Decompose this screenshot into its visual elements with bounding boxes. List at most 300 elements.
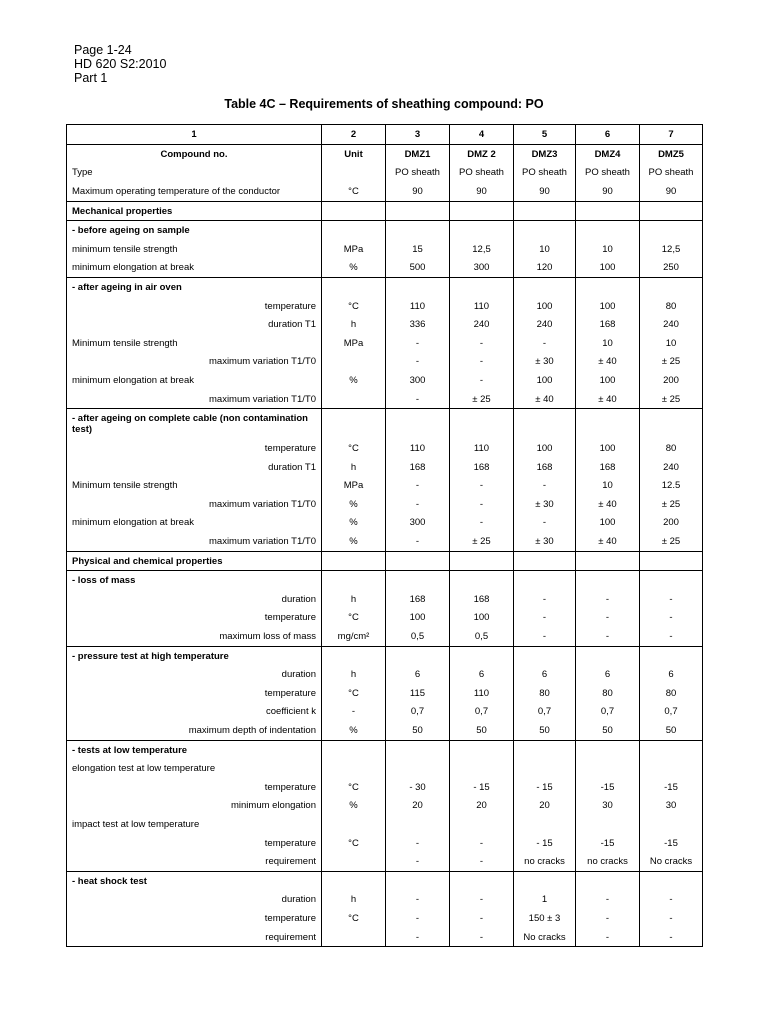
column-number: 7 <box>640 125 703 145</box>
table-row <box>67 609 703 628</box>
value-cell <box>386 815 450 834</box>
value-cell <box>640 815 703 834</box>
unit-cell: Unit <box>322 145 386 164</box>
unit-cell: °C <box>322 182 386 201</box>
value-cell <box>576 646 640 665</box>
unit-cell <box>322 201 386 221</box>
value-cell: 0,7 <box>386 703 450 722</box>
value-cell: - <box>514 609 576 628</box>
value-cell: - <box>450 852 514 871</box>
value-cell: 100 <box>514 371 576 390</box>
value-cell: - 30 <box>386 778 450 797</box>
value-cell: - <box>514 590 576 609</box>
table-row <box>67 627 703 646</box>
value-cell: - 15 <box>514 834 576 853</box>
table-row <box>67 928 703 947</box>
page-number: Page 1-24 <box>74 43 132 57</box>
value-cell: 0,7 <box>640 703 703 722</box>
section-header-row <box>67 221 703 240</box>
value-cell <box>576 409 640 440</box>
value-cell: 10 <box>576 240 640 259</box>
row-label: Compound no. <box>67 145 322 164</box>
value-cell <box>514 571 576 590</box>
unit-cell <box>322 278 386 297</box>
table-row <box>67 514 703 533</box>
row-label: Maximum operating temperature of the conductor <box>67 182 322 201</box>
unit-cell: - <box>322 703 386 722</box>
value-cell: 6 <box>514 665 576 684</box>
row-label: coefficient k <box>67 703 322 722</box>
section-header-row <box>67 551 703 571</box>
value-cell <box>640 871 703 890</box>
value-cell: -15 <box>576 778 640 797</box>
value-cell: 300 <box>386 371 450 390</box>
value-cell: - <box>386 852 450 871</box>
unit-cell <box>322 164 386 183</box>
value-cell: 115 <box>386 684 450 703</box>
value-cell <box>576 551 640 571</box>
value-cell: - <box>450 834 514 853</box>
value-cell: 20 <box>450 797 514 816</box>
table-row <box>67 759 703 778</box>
unit-cell <box>322 871 386 890</box>
table-row <box>67 390 703 409</box>
unit-cell <box>322 928 386 947</box>
unit-cell: % <box>322 371 386 390</box>
requirements-table <box>66 124 703 947</box>
row-label: maximum depth of indentation <box>67 721 322 740</box>
unit-cell <box>322 353 386 372</box>
table-row <box>67 665 703 684</box>
value-cell: - <box>640 609 703 628</box>
value-cell: -15 <box>640 778 703 797</box>
value-cell: - <box>640 627 703 646</box>
table-row <box>67 240 703 259</box>
column-number: 3 <box>386 125 450 145</box>
value-cell <box>386 221 450 240</box>
row-label: minimum elongation at break <box>67 371 322 390</box>
table-row <box>67 891 703 910</box>
value-cell: - <box>386 909 450 928</box>
unit-cell: h <box>322 315 386 334</box>
row-label: temperature <box>67 297 322 316</box>
value-cell: ± 40 <box>576 532 640 551</box>
value-cell: no cracks <box>514 852 576 871</box>
value-cell: - <box>576 928 640 947</box>
row-label: duration T1 <box>67 458 322 477</box>
value-cell: 50 <box>386 721 450 740</box>
row-label: maximum variation T1/T0 <box>67 532 322 551</box>
row-label: impact test at low temperature <box>67 815 322 834</box>
standard-reference: HD 620 S2:2010 <box>74 57 167 71</box>
value-cell: - <box>576 627 640 646</box>
table-row <box>67 477 703 496</box>
unit-cell: h <box>322 458 386 477</box>
table-row <box>67 590 703 609</box>
row-label: duration <box>67 665 322 684</box>
table-row <box>67 721 703 740</box>
table-row <box>67 834 703 853</box>
row-label: minimum elongation <box>67 797 322 816</box>
unit-cell <box>322 571 386 590</box>
value-cell: - <box>386 390 450 409</box>
value-cell: 240 <box>514 315 576 334</box>
value-cell: 100 <box>450 609 514 628</box>
unit-cell: °C <box>322 778 386 797</box>
row-label: - pressure test at high temperature <box>67 646 322 665</box>
row-label: maximum variation T1/T0 <box>67 390 322 409</box>
value-cell: 168 <box>450 458 514 477</box>
unit-cell: MPa <box>322 477 386 496</box>
value-cell <box>386 551 450 571</box>
section-header-row <box>67 871 703 890</box>
row-label: temperature <box>67 684 322 703</box>
value-cell <box>514 551 576 571</box>
value-cell: 120 <box>514 259 576 278</box>
value-cell: 240 <box>640 458 703 477</box>
unit-cell: h <box>322 665 386 684</box>
value-cell: 168 <box>386 590 450 609</box>
row-label: - before ageing on sample <box>67 221 322 240</box>
value-cell: 110 <box>450 684 514 703</box>
unit-cell <box>322 221 386 240</box>
table-row <box>67 815 703 834</box>
value-cell: - <box>514 514 576 533</box>
value-cell: No cracks <box>514 928 576 947</box>
value-cell: ± 25 <box>640 495 703 514</box>
section-header-row <box>67 201 703 221</box>
unit-cell: °C <box>322 609 386 628</box>
value-cell <box>450 278 514 297</box>
value-cell <box>450 409 514 440</box>
value-cell: - <box>450 495 514 514</box>
value-cell: 90 <box>640 182 703 201</box>
table-row <box>67 797 703 816</box>
value-cell: DMZ4 <box>576 145 640 164</box>
value-cell <box>576 759 640 778</box>
table-row <box>67 909 703 928</box>
unit-cell: °C <box>322 834 386 853</box>
value-cell: - <box>450 353 514 372</box>
value-cell: 200 <box>640 514 703 533</box>
value-cell: 110 <box>386 439 450 458</box>
row-label: Minimum tensile strength <box>67 334 322 353</box>
row-label: - after ageing in air oven <box>67 278 322 297</box>
value-cell: - <box>386 353 450 372</box>
value-cell <box>576 740 640 759</box>
table-row <box>67 259 703 278</box>
value-cell: 12,5 <box>450 240 514 259</box>
value-cell: - <box>450 477 514 496</box>
unit-cell: MPa <box>322 240 386 259</box>
value-cell: 10 <box>514 240 576 259</box>
row-label: requirement <box>67 852 322 871</box>
section-header-row <box>67 646 703 665</box>
value-cell: - <box>514 477 576 496</box>
value-cell: ± 30 <box>514 353 576 372</box>
value-cell: 100 <box>576 439 640 458</box>
value-cell: 0,7 <box>576 703 640 722</box>
value-cell: 15 <box>386 240 450 259</box>
value-cell: 100 <box>576 371 640 390</box>
value-cell: 30 <box>576 797 640 816</box>
table-row <box>67 182 703 201</box>
value-cell: 150 ± 3 <box>514 909 576 928</box>
value-cell: 300 <box>450 259 514 278</box>
table-row <box>67 778 703 797</box>
table-row <box>67 703 703 722</box>
value-cell: no cracks <box>576 852 640 871</box>
value-cell: ± 25 <box>450 532 514 551</box>
value-cell <box>450 221 514 240</box>
unit-cell: h <box>322 891 386 910</box>
value-cell: - <box>640 909 703 928</box>
value-cell: 200 <box>640 371 703 390</box>
value-cell: DMZ1 <box>386 145 450 164</box>
value-cell: 1 <box>514 891 576 910</box>
value-cell: 6 <box>386 665 450 684</box>
unit-cell <box>322 409 386 440</box>
value-cell <box>450 740 514 759</box>
value-cell: 168 <box>386 458 450 477</box>
value-cell: ± 25 <box>640 390 703 409</box>
value-cell: - <box>640 928 703 947</box>
value-cell: 100 <box>514 439 576 458</box>
value-cell: 168 <box>514 458 576 477</box>
value-cell: - <box>450 891 514 910</box>
table-row <box>67 532 703 551</box>
unit-cell <box>322 815 386 834</box>
value-cell <box>640 221 703 240</box>
value-cell: 240 <box>640 315 703 334</box>
value-cell: 30 <box>640 797 703 816</box>
value-cell: 10 <box>576 334 640 353</box>
value-cell: ± 25 <box>640 353 703 372</box>
value-cell: PO sheath <box>576 164 640 183</box>
value-cell: 10 <box>576 477 640 496</box>
value-cell: - <box>640 891 703 910</box>
value-cell: PO sheath <box>514 164 576 183</box>
value-cell: 168 <box>576 458 640 477</box>
unit-cell <box>322 646 386 665</box>
value-cell <box>640 551 703 571</box>
value-cell: 80 <box>640 297 703 316</box>
row-label: Minimum tensile strength <box>67 477 322 496</box>
unit-cell: °C <box>322 909 386 928</box>
value-cell: -15 <box>576 834 640 853</box>
value-cell: 100 <box>576 259 640 278</box>
row-label: - after ageing on complete cable (non contamination test) <box>67 409 322 440</box>
unit-cell: % <box>322 259 386 278</box>
value-cell: DMZ 2 <box>450 145 514 164</box>
value-cell: 100 <box>386 609 450 628</box>
value-cell: 0,5 <box>450 627 514 646</box>
value-cell <box>514 278 576 297</box>
value-cell: ± 25 <box>450 390 514 409</box>
value-cell: 50 <box>450 721 514 740</box>
value-cell <box>514 740 576 759</box>
value-cell <box>386 871 450 890</box>
part-label: Part 1 <box>74 71 108 85</box>
value-cell: 110 <box>450 439 514 458</box>
value-cell: 100 <box>576 297 640 316</box>
value-cell: - <box>386 495 450 514</box>
value-cell: 500 <box>386 259 450 278</box>
value-cell: 0,5 <box>386 627 450 646</box>
value-cell: 6 <box>450 665 514 684</box>
value-cell: 12,5 <box>640 240 703 259</box>
column-number: 1 <box>67 125 322 145</box>
value-cell <box>386 278 450 297</box>
value-cell <box>640 740 703 759</box>
value-cell: PO sheath <box>450 164 514 183</box>
row-label: - tests at low temperature <box>67 740 322 759</box>
page-header <box>74 43 166 85</box>
value-cell: - <box>386 477 450 496</box>
table-row <box>67 852 703 871</box>
value-cell: 50 <box>514 721 576 740</box>
row-label: temperature <box>67 909 322 928</box>
value-cell: 12.5 <box>640 477 703 496</box>
value-cell: 0,7 <box>514 703 576 722</box>
row-label: minimum tensile strength <box>67 240 322 259</box>
row-label: duration <box>67 590 322 609</box>
value-cell <box>576 201 640 221</box>
column-number: 2 <box>322 125 386 145</box>
value-cell <box>576 815 640 834</box>
value-cell: 100 <box>576 514 640 533</box>
value-cell <box>514 815 576 834</box>
row-label: Mechanical properties <box>67 201 322 221</box>
section-header-row <box>67 571 703 590</box>
value-cell: ± 40 <box>576 495 640 514</box>
row-label: temperature <box>67 439 322 458</box>
value-cell: - <box>450 371 514 390</box>
unit-cell: % <box>322 721 386 740</box>
value-cell <box>386 759 450 778</box>
unit-cell: MPa <box>322 334 386 353</box>
value-cell: - <box>450 514 514 533</box>
value-cell: ± 30 <box>514 495 576 514</box>
value-cell: - <box>450 334 514 353</box>
value-cell: 20 <box>514 797 576 816</box>
value-cell: 90 <box>576 182 640 201</box>
row-label: minimum elongation at break <box>67 259 322 278</box>
value-cell: 6 <box>640 665 703 684</box>
row-label: Physical and chemical properties <box>67 551 322 571</box>
unit-cell <box>322 390 386 409</box>
value-cell: - <box>386 834 450 853</box>
unit-cell: % <box>322 532 386 551</box>
value-cell <box>450 815 514 834</box>
value-cell: 168 <box>450 590 514 609</box>
value-cell: 90 <box>450 182 514 201</box>
value-cell: -15 <box>640 834 703 853</box>
table-row <box>67 495 703 514</box>
row-label: minimum elongation at break <box>67 514 322 533</box>
value-cell <box>640 759 703 778</box>
value-cell: DMZ5 <box>640 145 703 164</box>
value-cell: 6 <box>576 665 640 684</box>
value-cell: 250 <box>640 259 703 278</box>
value-cell: - <box>386 928 450 947</box>
value-cell: - <box>576 909 640 928</box>
value-cell <box>514 759 576 778</box>
value-cell <box>640 571 703 590</box>
value-cell: - <box>450 909 514 928</box>
value-cell: 300 <box>386 514 450 533</box>
value-cell: - <box>386 891 450 910</box>
unit-cell: °C <box>322 439 386 458</box>
value-cell: 336 <box>386 315 450 334</box>
table-row <box>67 315 703 334</box>
row-label: elongation test at low temperature <box>67 759 322 778</box>
value-cell <box>450 646 514 665</box>
table-row <box>67 684 703 703</box>
value-cell <box>450 759 514 778</box>
row-label: - heat shock test <box>67 871 322 890</box>
value-cell: - <box>514 627 576 646</box>
row-label: maximum loss of mass <box>67 627 322 646</box>
value-cell: 100 <box>514 297 576 316</box>
value-cell <box>514 646 576 665</box>
value-cell <box>576 571 640 590</box>
section-header-row <box>67 278 703 297</box>
value-cell: - <box>576 590 640 609</box>
value-cell <box>386 571 450 590</box>
value-cell: 10 <box>640 334 703 353</box>
value-cell: DMZ3 <box>514 145 576 164</box>
unit-cell <box>322 740 386 759</box>
value-cell <box>576 221 640 240</box>
section-header-row <box>67 740 703 759</box>
row-label: Type <box>67 164 322 183</box>
table-row <box>67 371 703 390</box>
value-cell <box>514 201 576 221</box>
value-cell: 80 <box>640 439 703 458</box>
value-cell: 240 <box>450 315 514 334</box>
value-cell: 50 <box>576 721 640 740</box>
value-cell: ± 25 <box>640 532 703 551</box>
value-cell: 0,7 <box>450 703 514 722</box>
value-cell <box>514 871 576 890</box>
value-cell <box>514 221 576 240</box>
value-cell: 80 <box>576 684 640 703</box>
value-cell <box>640 278 703 297</box>
row-label: duration <box>67 891 322 910</box>
value-cell: ± 30 <box>514 532 576 551</box>
value-cell: - 15 <box>514 778 576 797</box>
row-label: temperature <box>67 609 322 628</box>
value-cell: - <box>386 334 450 353</box>
unit-cell <box>322 852 386 871</box>
value-cell: 110 <box>450 297 514 316</box>
value-cell: PO sheath <box>640 164 703 183</box>
value-cell: PO sheath <box>386 164 450 183</box>
row-label: duration T1 <box>67 315 322 334</box>
value-cell: 90 <box>386 182 450 201</box>
table-row <box>67 145 703 164</box>
value-cell: - <box>450 928 514 947</box>
column-number-row <box>67 125 703 145</box>
unit-cell: % <box>322 514 386 533</box>
value-cell: - <box>514 334 576 353</box>
unit-cell: % <box>322 495 386 514</box>
value-cell: 80 <box>514 684 576 703</box>
row-label: maximum variation T1/T0 <box>67 495 322 514</box>
value-cell: ± 40 <box>576 390 640 409</box>
table-row <box>67 297 703 316</box>
